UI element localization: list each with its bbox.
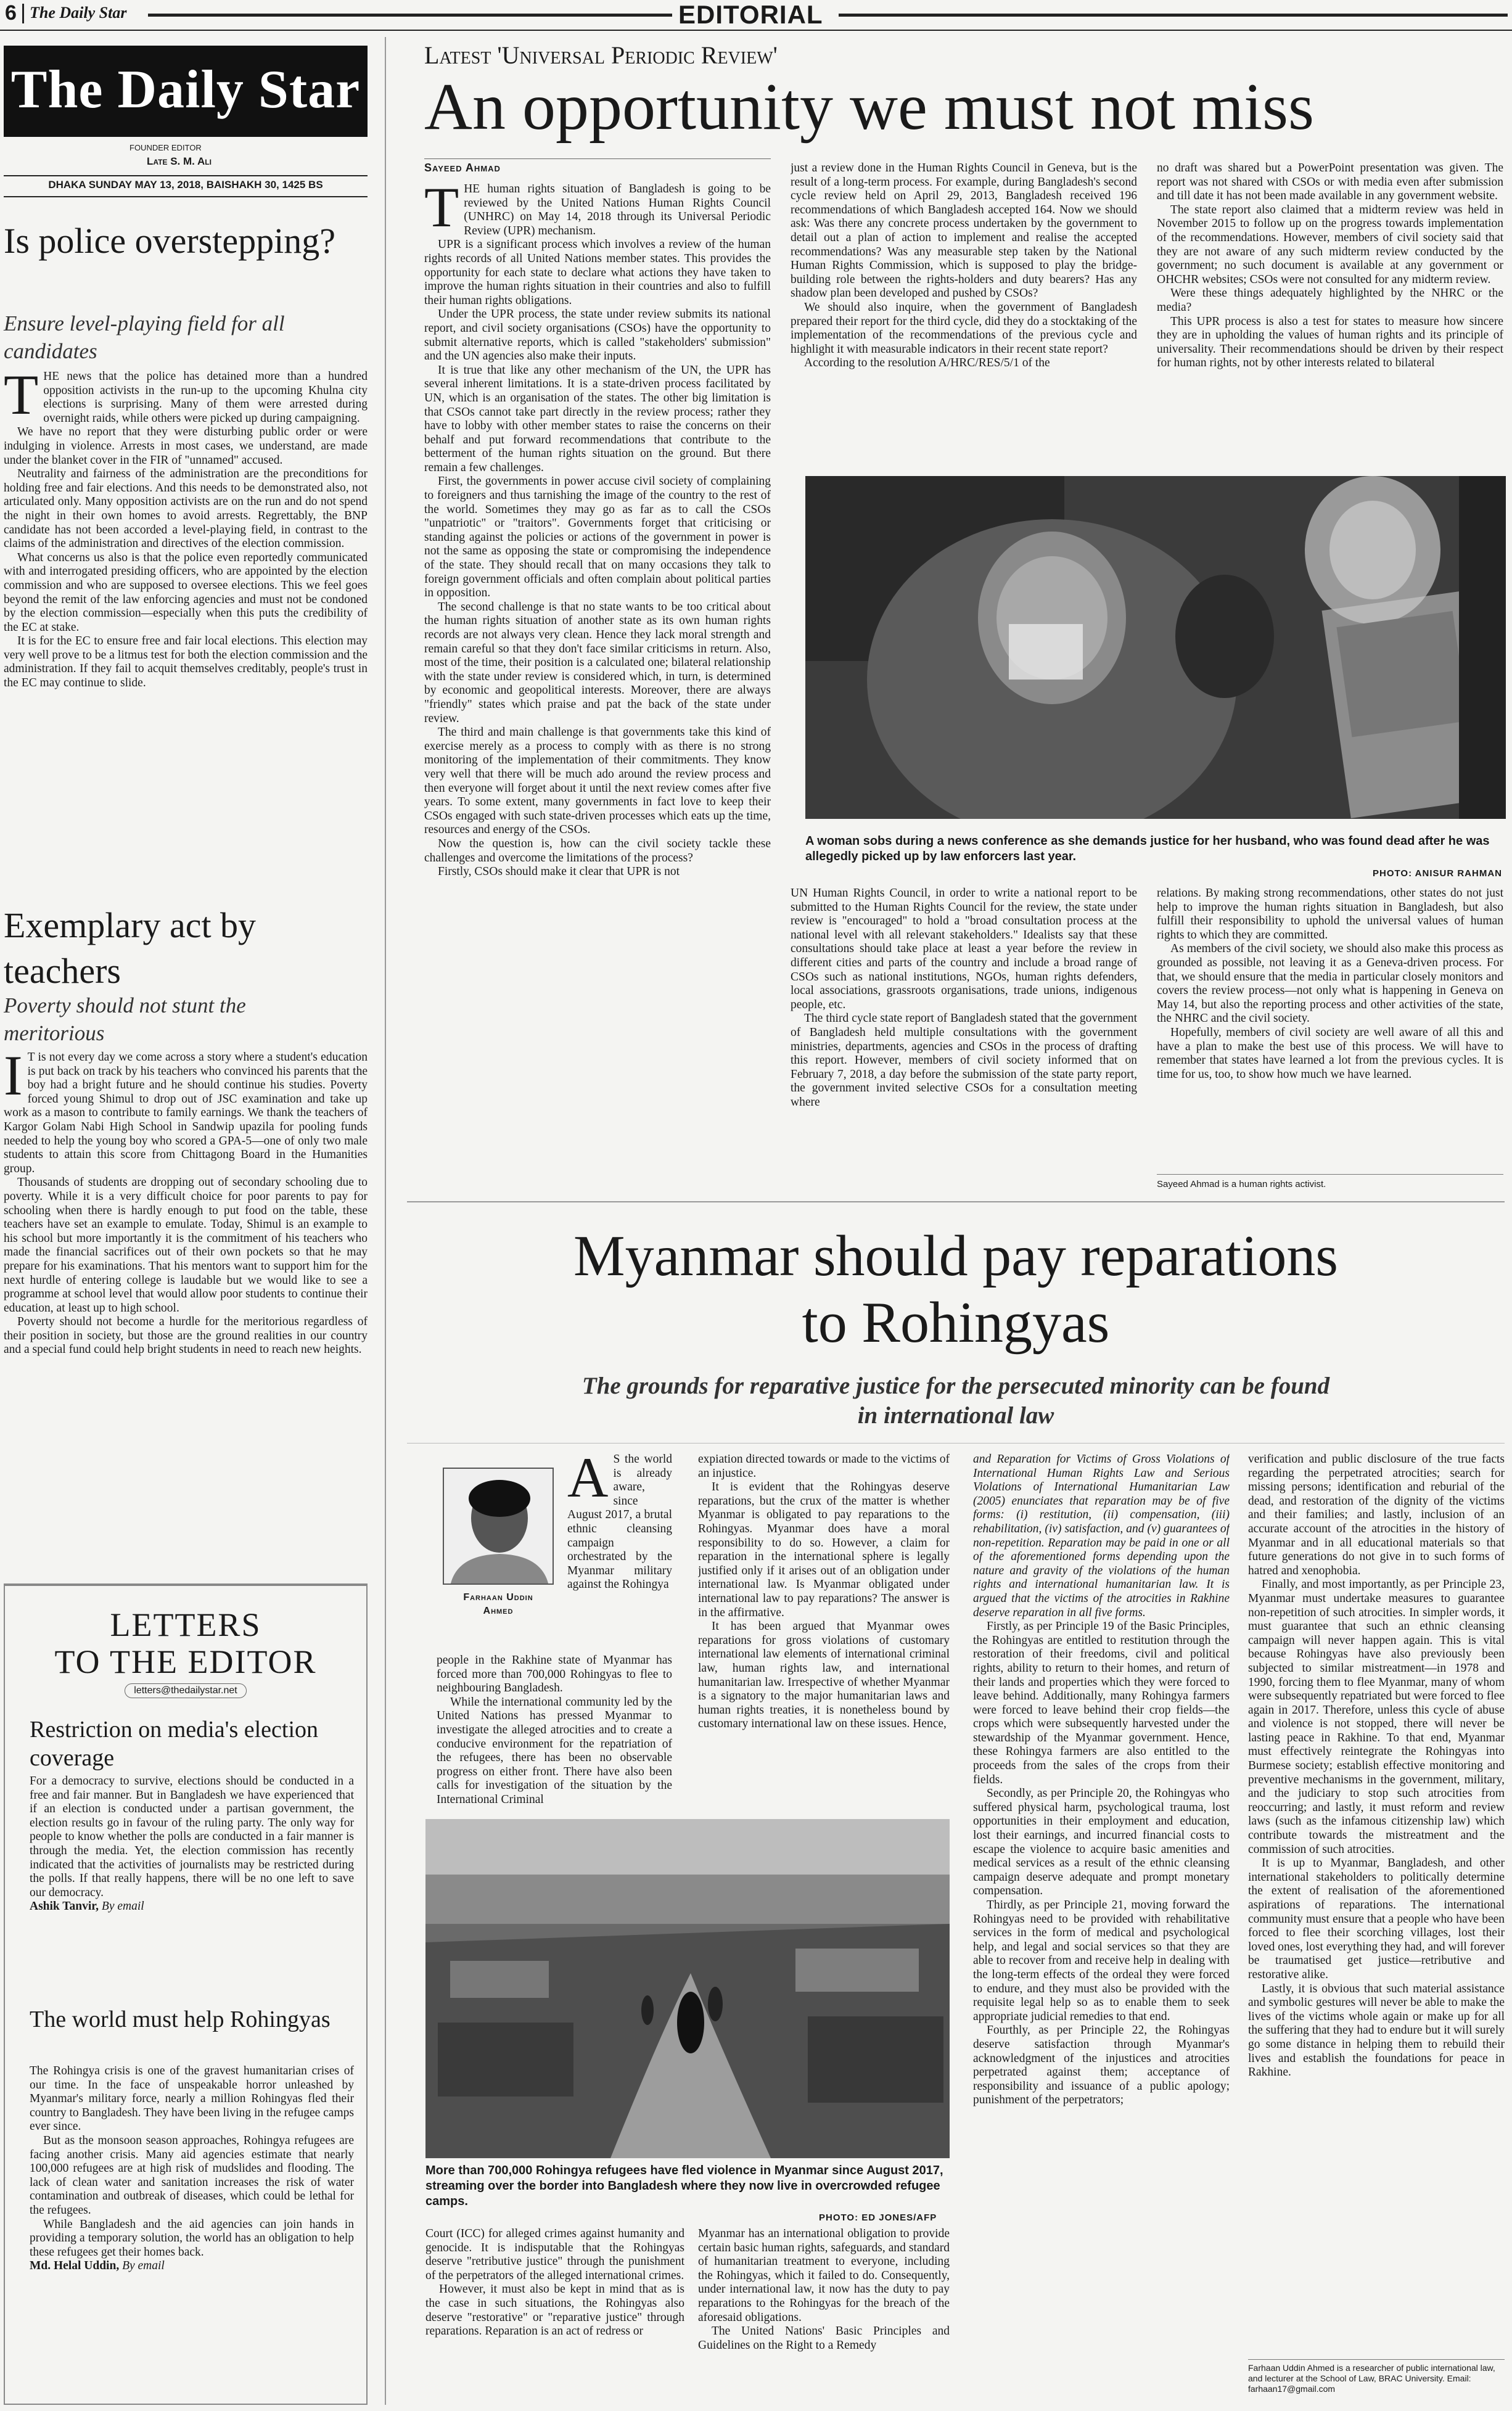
page-header <box>0 0 1512 31</box>
founder-name: Late S. M. Ali <box>147 155 212 167</box>
article1-byline-rule <box>424 158 771 159</box>
editorial2-title: Exemplary act by teachers <box>4 905 257 991</box>
article1-paragraph: Under the UPR process, the state under review submits its national report, and civil society organisations (CSOs) have the opportunity to submit alternative reports, which is called "stakeholders' submission" and the UN agencies also make their inputs. <box>424 308 771 363</box>
masthead <box>4 46 368 137</box>
letters-heading-line1: LETTERS <box>110 1606 261 1643</box>
article2-paragraph: It is up to Myanmar, Bangladesh, and other international stakeholders to politically determine the extent of realisation of the aforementioned aspirations of reparations. The international community must ensure that a people who have been forced to flee their scorching villages, lost their loved ones, lost everything they had, and will forever be traumatised get justice—retributive and restorative alike. <box>1248 1857 1505 1981</box>
article2-paragraph: Lastly, it is obvious that such material assistance and symbolic gestures will never be able to make the lives of the victims whole again or make up for all the suffering that they had to endure but it will surely go some distance in helping them to rebuild their lives and establish the foundations for peace in Rakhine. <box>1248 1982 1505 2079</box>
article1-author-note: Sayeed Ahmad is a human rights activist. <box>1157 1179 1326 1189</box>
article2-paragraph: Firstly, as per Principle 19 of the Basic Principles, the Rohingyas are entitled to restitution through the restoration of their freedoms, civil and political rights, ability to return to their homes, and return of their lands and properties which they were forced to leave behind. Additionally, many Rohingya farmers were forced to leave behind their crop fields—the crops which were subsequently harvested under the stewardship of the Myanmar government. Hence, these Rohingya farmers are also entitled to the proceeds from the sales of the crops from their fields. <box>973 1620 1230 1786</box>
article2-author-name-line2: Ahmed <box>483 1606 514 1616</box>
article1-paragraph: The second challenge is that no state wants to be too critical about the human rights situation of another state as its own human rights records are not always very clean. Hence they lack moral strength and remain careful so that they don't face similar criticisms in return. Also, most of the time, their position is a calculated one; bilateral relationship with the state under review is considered which, in turn, is determined by economic and geopolitical interests. Moreover, there are always "friendly" states which praise and pat the back of the state under review. <box>424 600 771 725</box>
article2-paragraph: Finally, and most importantly, as per Principle 23, Myanmar must undertake measures to guarantee non-repetition of such atrocities. In simpler words, it must guarantee that such an ethnic cleansing campaign will never happen again. This is vital because Rohingyas have also previously been subjected to similar mistreatment—in 1978 and 1990, forcing them to flee Myanmar, many of whom were subsequently repatriated but were forced to flee again in 2017. Therefore, unless this cycle of abuse and violence is not stopped, there will never be lasting peace in Rakhine. To that end, Myanmar must effectively reintegrate the Rohingyas into Burmese society; establish effective monitoring and preventive mechanisms in the government, military, and the judiciary to stop such atrocities from reoccurring; and lastly, it must reform and review laws (such as the infamous citizenship law) which contribute towards the mistreatment and the commission of such atrocities. <box>1248 1578 1505 1856</box>
article2-paragraph: It has been argued that Myanmar owes reparations for gross violations of customary international law elements of international criminal law, human rights law, and international humanitarian law. Irrespective of whether Myanmar is a signatory to the major humanitarian laws and human rights treaties, it is nonetheless bound by customary international law on these issues. Hence, <box>698 1620 950 1731</box>
letter1-body <box>30 1775 354 1997</box>
article1-byline: Sayeed Ahmad <box>424 162 501 174</box>
editorial2-body <box>4 1051 368 1544</box>
letter1-signature <box>30 1900 354 1914</box>
header-bottom-rule <box>0 30 1512 31</box>
article2-photo-credit: PHOTO: ED JONES/AFP <box>819 2212 937 2223</box>
article2-paragraph: However, it must also be kept in mind that as is the case in such situations, the Rohingyas also deserve "restorative" or "reparative justice" through reparations. Reparation is an act of redress or <box>425 2283 684 2338</box>
article2-paragraph: Court (ICC) for alleged crimes against humanity and genocide. It is indisputable that the Rohingyas deserve "retributive justice" through the punishment of the perpetrators of the alleged international crimes. <box>425 2227 684 2282</box>
article2-title-line2: to Rohingyas <box>802 1291 1110 1355</box>
article1-col2b <box>791 887 1137 1195</box>
letter1-author: Ashik Tanvir, <box>30 1900 99 1913</box>
editorial1-dropcap: T <box>4 370 39 426</box>
article1-paragraph: just a review done in the Human Rights Council in Geneva, but is the result of a long-term process. For example, during Bangladesh's second cycle review held on April 29, 2013, Bangladesh received 196 recommendations of which Bangladesh accepted 164. Now we should ask: Was there any concrete process undertaken by the government to detail out a plan of action to implement and realise the accepted recommendations? Was any measurable step taken by the National Human Rights Commission, which is supposed to play the bridge-building role between the rights-holders and duty bearers? Has any shadow plan been developed and pushed by CSOs? <box>791 162 1137 300</box>
article1-photo-caption: A woman sobs during a news conference as she demands justice for her husband, who was found dead after he was allegedly picked up by law enforcers last year. <box>805 834 1490 863</box>
article1-paragraph: Hopefully, members of civil society are well aware of all this and have a plan to make the best use of this process. We will have to remember that states have learned a lot from the previous cycles. It is time for us, too, to show how much we have learned. <box>1157 1025 1503 1081</box>
article2-paragraph: Myanmar has an international obligation to provide certain basic human rights, safeguards, and standard of humanitarian treatment to everyone, including the Rohingyas, which it failed to do. Consequently, under international law, it now has the duty to pay reparations to the Rohingyas for the breach of the aforesaid obligations. <box>698 2227 950 2324</box>
article2-paragraph: Secondly, as per Principle 20, the Rohingyas who suffered physical harm, psychological trauma, lost opportunities in their employment and education, lost their earnings, and incurred financial costs to escape the violence to acquire basic amenities and medical services as a result of the ethnic cleansing campaign deserve adequate and prompt monetary compensation. <box>973 1787 1230 1898</box>
letter2-paragraph: The Rohingya crisis is one of the gravest humanitarian crises of our time. In the face of unspeakable horror unleashed by Myanmar's military force, nearly a million Rohingyas fled their country to Bangladesh. They have been living in the refugee camps ever since. <box>30 2064 354 2134</box>
article2-col1-intro <box>567 1453 672 1650</box>
article1-col3 <box>1157 162 1503 464</box>
article1-paragraph: We should also inquire, when the government of Bangladesh prepared their report for the third cycle, did they do a stocktaking of the implementation of the recommendations of the previous cycle and highlight it with measurable indicators in their recent state report? <box>791 300 1137 356</box>
article1-paragraph: no draft was shared but a PowerPoint presentation was given. The report was not shared with CSOs or with media even after submission and till date it has not been made available in any government website. <box>1157 162 1503 203</box>
letter2-paragraph: While Bangladesh and the aid agencies can join hands in providing a temporary solution, the world has an obligation to help these refugees get their homes back. <box>30 2217 354 2259</box>
editorial2-paragraph: T is not every day we come across a story where a student's education is put back on track by his teachers who convinced his parents that the boy had a bright future and he should continue his studies. Poverty forced young Shimul to drop out of JSC examination and take up work as a mason to contribute to family earnings. We thank the teachers of Kargor Golam Nabi High School in Sandwip upazila for pooling funds needed to help the young boy who scored a GPA-5—one of only two male students to attain this score from Chittagong Board in the Humanities group. <box>4 1051 368 1175</box>
letter1-paragraph: For a democracy to survive, elections should be conducted in a free and fair manner. But in Bangladesh we have experienced that if an election is conducted under a partisan government, the election results go in favour of the ruling party. The only way for people to know whether the polls are conducted in a fair manner is through the media. Yet, the election commission has recently indicated that the activities of journalists may be restricted during the polls. If that really happens, there will be no one left to save our democracy. <box>30 1775 354 1899</box>
letter2-title: The world must help Rohingyas <box>30 2006 331 2032</box>
editorial1-paragraph: What concerns us also is that the police even reportedly communicated with and interrogated presiding officers, who are appointed by the election commission and who are supposed to oversee elections. This we feel goes beyond the remit of the law enforcing agencies and must not be condoned by the election commission—especially when this puts the credibility of the EC at stake. <box>4 551 368 634</box>
editorial1-paragraph: It is for the EC to ensure free and fair local elections. This election may very well prove to be a litmus test for both the election commission and the administration. If they fail to acquit themselves creditably, people's trust in the EC may continue to slide. <box>4 635 368 690</box>
article1-paragraph: HE human rights situation of Bangladesh is going to be reviewed by the United Nations Human Rights Council (UNHRC) on May 14, 2018 through its Universal Periodic Review (UPR) mechanism. <box>464 183 771 237</box>
editorial1-body <box>4 370 368 876</box>
article1-paragraph: The third cycle state report of Bangladesh stated that the government of Bangladesh held multiple consultations with the government ministries, departments, agencies and CSOs in the process of drafting this report. However, members of civil society informed that on February 7, 2018, a day before the submission of the state party report, the government invited selective CSOs for a consultation meeting where <box>791 1012 1137 1109</box>
article1-paragraph: It is true that like any other mechanism of the UN, the UPR has several inherent limitations. It is a state-driven process facilitated by UN, which is an organisation of the states. The other big limitation is that CSOs cannot take part directly in the review process; rather they have to lobby with other member states to raise the concerns on their behalf and put forward recommendations that contribute to the betterment of the human rights situation on the ground. But there remain a few challenges. <box>424 363 771 474</box>
page-number: 6 <box>5 1 17 25</box>
article1-col2 <box>791 162 1137 464</box>
letter2-author: Md. Helal Uddin, <box>30 2259 120 2273</box>
article1-col3b <box>1157 887 1503 1170</box>
article1-paragraph: The third and main challenge is that governments take this kind of exercise merely as a process to comply with as there is no strong monitoring of the implementation of their commitments. They know very well that there will be much ado around the review process and then everyone will forget about it until the next review comes after five years. To some extent, many governments in fact love to keep their CSOs engaged with such state-driven processes which eats up the time, resources and energy of the CSOs. <box>424 726 771 837</box>
article2-paragraph: verification and public disclosure of the true facts regarding the perpetrated atrocities; search for missing persons; identification and reburial of the dead, and restoration of the dignity of the victims and their families; and lastly, inclusion of an accurate account of the atrocities in the history of Myanmar and in all educational materials so that future generations do not give in to such forms of hatred and xenophobia. <box>1248 1453 1505 1577</box>
article2-paragraph: expiation directed towards or made to the victims of an injustice. <box>698 1453 950 1480</box>
author-photo-illustration <box>444 1469 554 1585</box>
article2-paragraph: S the world is already aware, since August 2017, a brutal ethnic cleansing campaign orchestrated by the Myanmar military against the Rohingya <box>567 1453 672 1592</box>
header-paper-name: The Daily Star <box>30 4 127 22</box>
editorial2-paragraph: Thousands of students are dropping out of secondary schooling due to poverty. While it is a very difficult choice for poor parents to pay for schooling when there is hardly enough to put food on the table, these teachers have set an example to emulate. Today, Shimul is an example to his school but more importantly it is the commitment of his teachers who made the financial sacrifices out of their own pockets so that he may prepare for his examinations. That his mentors want to support him for the next hurdle of entering college is laudable but we would like to see a programme at school level that would allow poor students to continue their education, at least up to high school. <box>4 1176 368 1315</box>
editorial2-subtitle: Poverty should not stunt the meritorious <box>4 993 246 1045</box>
article1-photo-illustration <box>805 476 1506 819</box>
article2-subtitle-rule <box>407 1443 1505 1444</box>
article1-dropcap: T <box>424 183 459 239</box>
article2-col2b <box>698 2227 950 2406</box>
article1-paragraph: This UPR process is also a test for states to measure how sincere they are in upholding the values of human rights and its principle of universality. Their recommendations should be driven by their respect for human rights, not by other interests related to bilateral <box>1157 314 1503 370</box>
article2-col3 <box>973 1453 1230 2406</box>
editorial1-paragraph: Neutrality and fairness of the administration are the preconditions for holding free and fair elections. And this needs to be demonstrated also, not articulated only. Many opposition activists are on the run and do not spend the night in their own homes to avoid arrests. Regrettably, the BNP candidate has not been accorded a level-playing field, in contrast to the claims of the administration and directives of the election commission. <box>4 467 368 551</box>
editorial1-paragraph: HE news that the police has detained more than a hundred opposition activists in the run-up to the upcoming Khulna city elections is surprising. Many of them were arrested during overnight raids, while others were picked up during campaigning. <box>43 370 368 425</box>
article2-col1 <box>437 1654 672 1814</box>
dateline-rule-top <box>4 175 368 176</box>
email-link[interactable]: letters@thedailystar.net <box>125 1683 246 1698</box>
article2-paragraph: people in the Rakhine state of Myanmar has forced more than 700,000 Rohingyas to flee to neighbouring Bangladesh. <box>437 1654 672 1695</box>
header-section: EDITORIAL <box>678 0 823 29</box>
article2-paragraph: While the international community led by the United Nations has pressed Myanmar to investigate the alleged atrocities and to create a conducive environment for the repatriation of the refugees, there has been no observable progress on either front. There have also been calls for investigation of the situation by the International Criminal <box>437 1695 672 1806</box>
letter1-title: Restriction on media's election coverage <box>30 1717 319 1771</box>
article2-author-note: Farhaan Uddin Ahmed is a researcher of public international law, and lecturer at the School of Law, BRAC University. Email: farhaan17@gmail.com <box>1248 2363 1495 2394</box>
article2-paragraph: Thirdly, as per Principle 21, moving forward the Rohingyas need to be provided with rehabilitative services in the form of medical and psychological help, and legal and social services so that they are able to recover from and receive help in dealing with the long-term effects of the ordeal they were forced to endure, and they must also be provided with the requisite legal help so as to enable them to seek appropriate judicial remedies to that end. <box>973 1899 1230 2023</box>
article2-author-name-line1: Farhaan Uddin <box>463 1592 533 1603</box>
letter2-via: By email <box>122 2259 165 2273</box>
article2-paragraph: Fourthly, as per Principle 22, the Rohingyas deserve satisfaction through Myanmar's acknowledgment of the injustices and atrocities perpetrated against them; acceptance of responsibility and issuance of a public apology; punishment of the perpetrators; <box>973 2024 1230 2107</box>
letters-box <box>4 1583 368 2405</box>
article1-paragraph: Were these things adequately highlighted by the NHRC or the media? <box>1157 287 1503 314</box>
article1-note-rule <box>1157 1174 1503 1175</box>
article1-paragraph: As members of the civil society, we should also make this process as grounded as possible, not leaving it as a Geneva-driven process. For that, we should ensure that the media in particular closely monitors and covers the review process—not only what is happening in Geneva on May 14, but also the reporting process and other activities of the state, the NHRC and the civil society. <box>1157 942 1503 1025</box>
column-divider <box>385 37 386 2405</box>
author-photo <box>443 1468 554 1585</box>
header-divider <box>22 4 24 23</box>
article1-photo-credit: PHOTO: ANISUR RAHMAN <box>1373 868 1502 879</box>
article2-dropcap: A <box>567 1453 609 1509</box>
article2-note-rule <box>1248 2359 1505 2360</box>
article1-photo <box>805 476 1506 819</box>
article2-subtitle-line2: in international law <box>857 1402 1054 1429</box>
editorial1-title: Is police overstepping? <box>4 221 335 261</box>
article2-col1b <box>425 2227 684 2406</box>
article2-col2 <box>698 1453 950 1810</box>
article1-paragraph: Now the question is, how can the civil society tackle these challenges and overcome the limitations of the process? <box>424 837 771 865</box>
header-rule-right <box>839 14 1508 17</box>
letter2-body <box>30 2064 354 2404</box>
letters-heading-line2: TO THE EDITOR <box>54 1643 317 1680</box>
editorial2-paragraph: Poverty should not become a hurdle for the meritorious regardless of their position in society, but those are the ground realities in our country and a special fund could help bright students in need to reach new heights. <box>4 1315 368 1357</box>
article2-photo <box>425 1819 950 2158</box>
letter2-signature <box>30 2259 354 2273</box>
article2-author-box <box>437 1468 560 1627</box>
article1-paragraph: UPR is a significant process which involves a review of the human rights records of all United Nations member states. This provides the opportunity for each state to declare what actions they have taken to improve the human rights situation in their countries and also to fulfill their human rights obligations. <box>424 238 771 307</box>
article2-paragraph: It is evident that the Rohingyas deserve reparations, but the crux of the matter is whether Myanmar is obligated to pay reparations to the Rohingyas. Myanmar does have a moral responsibility to do so. However, a claim for reparation in the international sphere is legally justified only if it arises out of an obligation under international law. Is Myanmar obligated under international law to pay reparations? The answer is in the affirmative. <box>698 1481 950 1619</box>
article-separator <box>407 1201 1505 1202</box>
article1-paragraph: The state report also claimed that a midterm review was held in November 2015 to follow up on the progress towards implementation of the recommendations. However, members of civil society said that they are not aware of any such midterm review conducted by the government; no such document is available at any government or OHCHR websites; CSOs were not consulted for any midterm review. <box>1157 203 1503 286</box>
article1-paragraph: UN Human Rights Council, in order to write a national report to be submitted to the Human Rights Council for the review, the state under review is "encouraged" to hold a "broad consultation process at the national level with all relevant stakeholders." Idealists say that these consultations should take place at least a year before the review in different cities and parts of the country and include a broad range of CSOs such as national institutions, NGOs, human rights defenders, local associations, grassroots organisations, trade unions, indigenous people, etc. <box>791 887 1137 1011</box>
article2-photo-caption: More than 700,000 Rohingya refugees have fled violence in Myanmar since August 2017, streaming over the border into Bangladesh where they now live in overcrowded refugee camps. <box>425 2164 943 2208</box>
article2-col4 <box>1248 1453 1505 2347</box>
editorial2-dropcap: I <box>4 1051 23 1107</box>
article2-title-line1: Myanmar should pay reparations <box>573 1224 1338 1288</box>
editorial1-paragraph: We have no report that they were disturbing public order or were indulging in violence. Arrests in most cases, we understand, are made under the blanket cover in the FIR of "unnamed" accused. <box>4 425 368 467</box>
article1-paragraph: Firstly, CSOs should make it clear that UPR is not <box>438 865 680 879</box>
letters-email <box>5 1683 366 1698</box>
article2-photo-illustration <box>425 1819 950 2158</box>
header-rule-left <box>148 14 672 17</box>
article1-paragraph: According to the resolution A/HRC/RES/5/1 of the <box>804 356 1050 370</box>
article1-kicker: Latest 'Universal Periodic Review' <box>424 41 778 69</box>
article1-title: An opportunity we must not miss <box>424 70 1315 144</box>
article2-paragraph: and Reparation for Victims of Gross Violations of International Human Rights Law and Serious Violations of International Humanitarian Law (2005) enunciates that reparation may be of five forms: (i) restitution, (ii) compensation, (iii) rehabilitation, (iv) satisfaction, and (v) guarantees of non-repetition. Reparation may be paid in one or all of the aforementioned forms depending upon the nature and gravity of the violations of the human rights and international humanitarian law. It is argued that the victims of the atrocities in Rakhine deserve reparation in all five forms. <box>973 1453 1230 1619</box>
letter1-via: By email <box>101 1900 144 1913</box>
founder-label: FOUNDER EDITOR <box>129 143 202 152</box>
editorial1-subtitle: Ensure level-playing field for all candidates <box>4 311 285 363</box>
dateline-rule-bottom <box>4 196 368 197</box>
article2-paragraph: The United Nations' Basic Principles and Guidelines on the Right to a Remedy <box>698 2325 950 2352</box>
article2-subtitle-line1: The grounds for reparative justice for the persecuted minority can be found <box>581 1373 1330 1399</box>
article1-paragraph: First, the governments in power accuse civil society of complaining to foreigners and thus tarnishing the image of the country to the rest of the world. Sometimes they may go as far as to call the CSOs "unpatriotic" or "traitors". Governments forget that criticising or standing against the policies or actions of the government in power is not the same as opposing the state or compromising the independence of the state. They should recall that on many occasions they talk to foreign government officials and often complain about political parties in opposition. <box>424 475 771 600</box>
masthead-logo: The Daily Star <box>10 60 361 120</box>
dateline: DHAKA SUNDAY MAY 13, 2018, BAISHAKH 30, 1425 BS <box>48 179 323 191</box>
article1-paragraph: relations. By making strong recommendations, other states do not just help to improve the human rights situation in Bangladesh, but also fulfill their responsibility to uphold the universal values of human rights to which they are committed. <box>1157 887 1503 942</box>
letter2-paragraph: But as the monsoon season approaches, Rohingya refugees are facing another crisis. Many aid agencies estimate that nearly 100,000 refugees are at high risk of mudslides and flooding. The lack of clean water and sanitation increases the risk of water contamination and outbreak of diseases, which could be lethal for the refugees. <box>30 2134 354 2217</box>
article1-col1 <box>424 183 771 1200</box>
